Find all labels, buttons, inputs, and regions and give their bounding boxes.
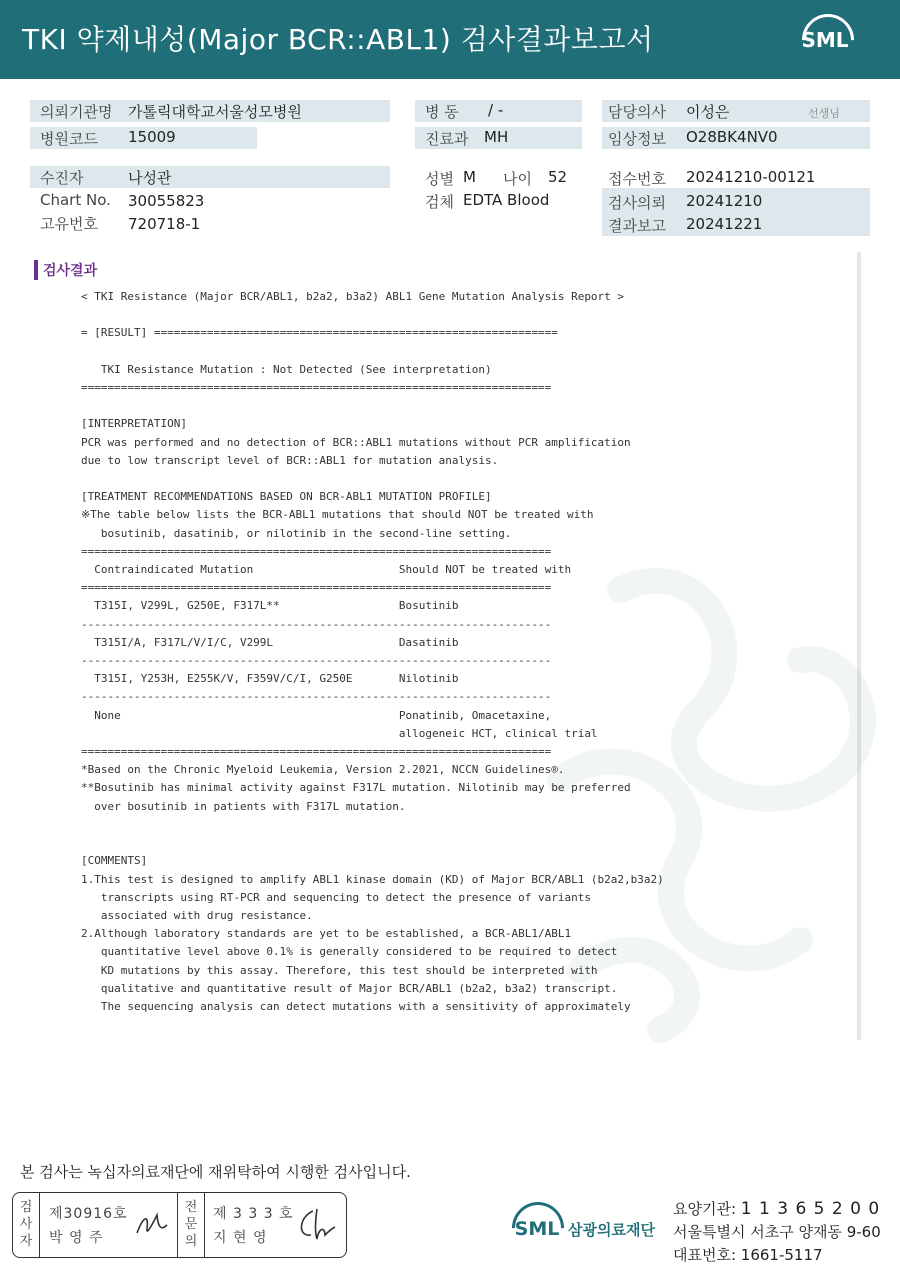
stamp2-number: 제 3 3 3 호 bbox=[213, 1206, 294, 1222]
hospital-code-label: 병원코드 bbox=[40, 130, 98, 148]
request-date-label: 검사의뢰 bbox=[608, 194, 666, 212]
specimen-label: 검체 bbox=[425, 193, 454, 211]
ward-label: 병 동 bbox=[425, 103, 459, 121]
hospital-code-value: 15009 bbox=[128, 128, 176, 146]
doctor-suffix: 선생님 bbox=[808, 107, 840, 120]
org-address: 서울특별시 서초구 양재동 9-60 bbox=[673, 1223, 881, 1241]
doctor-value: 이성은 bbox=[686, 103, 730, 121]
patient-bar bbox=[30, 166, 390, 188]
header-bar bbox=[0, 0, 900, 79]
org-code-value: 1 1 3 6 5 2 0 0 bbox=[740, 1199, 881, 1219]
signature1-icon bbox=[133, 1207, 169, 1241]
sml-footer-logo: SML bbox=[509, 1200, 565, 1256]
org-code bbox=[673, 1198, 880, 1219]
ward-value: / - bbox=[488, 101, 504, 119]
receipt-no-value: 20241210-00121 bbox=[686, 168, 816, 186]
report-date-label: 결과보고 bbox=[608, 217, 666, 235]
stamp2-name: 지 현 영 bbox=[213, 1230, 268, 1246]
report-body: < TKI Resistance (Major BCR/ABL1, b2a2, b3a2) ABL1 Gene Mutation Analysis Report > = [RESULT] ============================================================= TKI Resistance Mutation : Not Detected (See interpretation) ======================================================================= [INTERPRETATION] PCR was performed and no detection of BCR::ABL1 mutations without PCR amplification due to low transcript level of BCR::ABL1 for mutation analysis. [TREATMENT RECOMMENDATIONS BASED ON BCR-ABL1 MUTATION PROFILE] ※The table below lists the BCR-ABL1 mutations that should NOT be treated with bosutinib, dasatinib, or nilotinib in the second-line setting. ======================================================================= Contraindicated Mutation Should NOT be treated with ======================================================================= T315I, V299L, G250E, F317L** Bosutinib ----------------------------------------------------------------------- T315I/A, F317L/V/I/C, V299L Dasatinib ----------------------------------------------------------------------- T315I, Y253H, E255K/V, F359V/C/I, G250E Nilotinib ----------------------------------------------------------------------- None Ponatinib, Omacetaxine, allogeneic HCT, clinical trial ======================================================================= *Based on the Chronic Myeloid Leukemia, Version 2.2021, NCCN Guidelines®. **Bosutinib has minimal activity against F317L mutation. Nilotinib may be preferred over bosutinib in patients with F317L mutation. [COMMENTS] 1.This test is designed to amplify ABL1 kinase domain (KD) of Major BCR/ABL1 (b2a2,b3a2) transcripts using RT-PCR and sequencing to detect the presence of variants associated with drug resistance. 2.Although laboratory standards are yet to be established, a BCR-ABL1/ABL1 quantitative level above 0.1% is generally considered to be required to detect KD mutations by this assay. Therefore, this test should be interpreted with qualitative and quantitative result of Major BCR/ABL1 (b2a2, b3a2) transcript. The sequencing analysis can detect mutations with a sensitivity of approximately bbox=[81, 290, 664, 1013]
brand-name: 삼광의료재단 bbox=[568, 1221, 655, 1239]
signature-stamp bbox=[12, 1192, 347, 1258]
doctor-label: 담당의사 bbox=[608, 103, 666, 121]
section-title: 검사결과 bbox=[43, 263, 98, 279]
signature2-icon bbox=[295, 1205, 339, 1245]
department-value: MH bbox=[484, 128, 509, 146]
age-label: 나이 bbox=[503, 170, 532, 188]
stamp2-label-cell bbox=[177, 1193, 205, 1257]
phone-value: 1661-5117 bbox=[740, 1246, 823, 1264]
request-date-value: 20241210 bbox=[686, 192, 763, 210]
department-label: 진료과 bbox=[425, 130, 469, 148]
sml-logo: SML bbox=[796, 12, 854, 68]
specimen-value: EDTA Blood bbox=[463, 191, 550, 209]
sex-label: 성별 bbox=[425, 170, 454, 188]
org-phone bbox=[673, 1244, 823, 1265]
section-marker bbox=[34, 260, 38, 280]
chart-no-value: 30055823 bbox=[128, 192, 205, 210]
report-date-value: 20241221 bbox=[686, 215, 763, 233]
patient-label: 수진자 bbox=[40, 169, 84, 187]
stamp1-name: 박 영 주 bbox=[49, 1230, 104, 1246]
stamp1-label-cell bbox=[13, 1193, 40, 1257]
org-code-label: 요양기관: bbox=[673, 1200, 737, 1218]
stamp2-label: 전문의 bbox=[184, 1200, 198, 1249]
receipt-no-label: 접수번호 bbox=[608, 170, 666, 188]
report-title: TKI 약제내성(Major BCR::ABL1) 검사결과보고서 bbox=[22, 23, 654, 56]
stamp1-label: 검사자 bbox=[19, 1200, 33, 1249]
chart-no-label: Chart No. bbox=[40, 191, 111, 209]
unique-no-value: 720718-1 bbox=[128, 215, 201, 233]
clinical-info-value: O28BK4NV0 bbox=[686, 128, 778, 146]
patient-value: 나성관 bbox=[128, 169, 172, 187]
stamp1-number: 제30916호 bbox=[49, 1206, 128, 1222]
clinical-info-label: 임상정보 bbox=[608, 130, 666, 148]
institution-value: 가톨릭대학교서울성모병원 bbox=[128, 103, 302, 121]
sex-value: M bbox=[463, 168, 476, 186]
referral-note: 본 검사는 녹십자의료재단에 재위탁하여 시행한 검사입니다. bbox=[20, 1163, 411, 1181]
age-value: 52 bbox=[548, 168, 568, 186]
phone-label: 대표번호: bbox=[673, 1246, 737, 1264]
unique-no-label: 고유번호 bbox=[40, 215, 98, 233]
institution-label: 의뢰기관명 bbox=[40, 103, 113, 121]
